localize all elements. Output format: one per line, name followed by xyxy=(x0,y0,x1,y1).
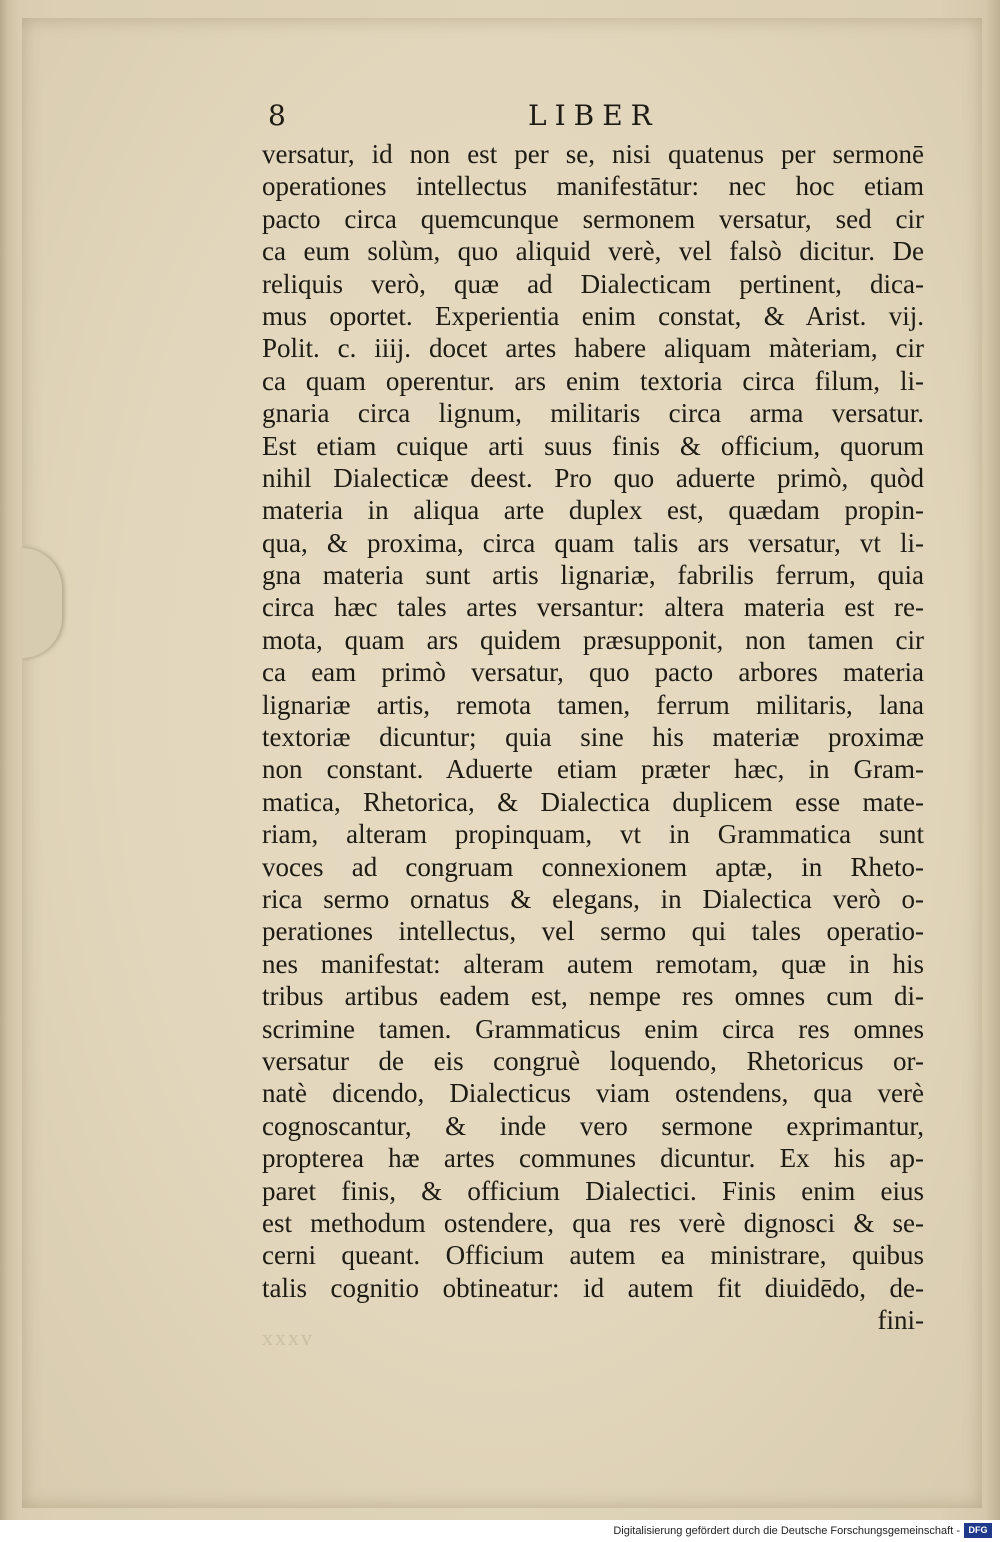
text-line: Est etiam cuique arti suus finis & officium, quorum xyxy=(262,430,924,461)
text-line: voces ad congruam connexionem aptæ, in Rheto- xyxy=(262,851,924,882)
text-line: paret finis, & officium Dialectici. Finis enim eius xyxy=(262,1175,924,1206)
text-line: perationes intellectus, vel sermo qui tales operatio- xyxy=(262,916,924,947)
text-line: mota, quam ars quidem præsupponit, non tamen cir xyxy=(262,624,924,655)
text-line: gna materia sunt artis lignariæ, fabrilis ferrum, quia xyxy=(262,560,924,591)
text-line: pacto circa quemcunque sermonem versatur, sed cir xyxy=(262,203,924,234)
text-line: fini- xyxy=(877,1305,924,1336)
text-line: circa hæc tales artes versantur: altera materia est re- xyxy=(262,592,924,623)
funding-credit: Digitalisierung gefördert durch die Deutsche Forschungsgemeinschaft - xyxy=(613,1525,960,1537)
page-header xyxy=(268,98,928,138)
text-line: cerni queant. Officium autem ea ministrare, quibus xyxy=(262,1240,924,1271)
text-line: riam, alteram propinquam, vt in Grammatica sunt xyxy=(262,819,924,850)
text-line: textoriæ dicuntur; quia sine his materiæ proximæ xyxy=(262,722,924,753)
text-line: qua, & proxima, circa quam talis ars versatur, vt li- xyxy=(262,527,924,558)
text-line: talis cognitio obtineatur: id autem fit diuidēdo, de- xyxy=(262,1272,924,1303)
text-line: natè dicendo, Dialecticus viam ostendens, qua verè xyxy=(262,1078,924,1109)
text-line: matica, Rhetorica, & Dialectica duplicem esse mate- xyxy=(262,786,924,817)
text-line: mus oportet. Experientia enim constat, & Arist. vij. xyxy=(262,300,924,331)
text-line: Polit. c. iiij. docet artes habere aliquam màteriam, cir xyxy=(262,333,924,364)
text-line: est methodum ostendere, qua res verè dignosci & se- xyxy=(262,1207,924,1238)
text-line: lignariæ artis, remota tamen, ferrum militaris, lana xyxy=(262,689,924,720)
running-head: LIBER xyxy=(528,99,660,132)
text-line: versatur de eis congruè loquendo, Rhetoricus or- xyxy=(262,1045,924,1076)
text-line: operationes intellectus manifestātur: nec hoc etiam xyxy=(262,171,924,202)
text-line: rica sermo ornatus & elegans, in Dialectica verò o- xyxy=(262,883,924,914)
text-line: nihil Dialecticæ deest. Pro quo aduerte primò, quòd xyxy=(262,462,924,493)
text-line: ca eum solùm, quo aliquid verè, vel falsò dicitur. De xyxy=(262,236,924,267)
text-line: nes manifestat: alteram autem remotam, quæ in his xyxy=(262,948,924,979)
text-line: propterea hæ artes communes dicuntur. Ex his ap- xyxy=(262,1143,924,1174)
page-fold xyxy=(22,548,62,658)
text-line: ca eam primò versatur, quo pacto arbores materia xyxy=(262,657,924,688)
page-number: 8 xyxy=(268,99,286,132)
text-line: gnaria circa lignum, militaris circa arma versatur. xyxy=(262,398,924,429)
text-line: tribus artibus eadem est, nempe res omnes cum di- xyxy=(262,981,924,1012)
text-line: scrimine tamen. Grammaticus enim circa res omnes xyxy=(262,1013,924,1044)
digitization-footer xyxy=(0,1520,1000,1542)
text-line: cognoscantur, & inde vero sermone exprimantur, xyxy=(262,1110,924,1141)
body-text xyxy=(262,138,924,1336)
dfg-logo-icon: DFG xyxy=(964,1523,992,1538)
text-line: versatur, id non est per se, nisi quatenus per sermonē xyxy=(262,139,924,169)
text-line: reliquis verò, quæ ad Dialecticam pertinent, dica- xyxy=(262,268,924,299)
text-line: non constant. Aduerte etiam præter hæc, in Gram- xyxy=(262,754,924,785)
text-line: materia in aliqua arte duplex est, quædam propin- xyxy=(262,495,924,526)
text-line: ca quam operentur. ars enim textoria circa filum, li- xyxy=(262,365,924,396)
offset-show-through: xxxv xyxy=(262,1325,314,1350)
